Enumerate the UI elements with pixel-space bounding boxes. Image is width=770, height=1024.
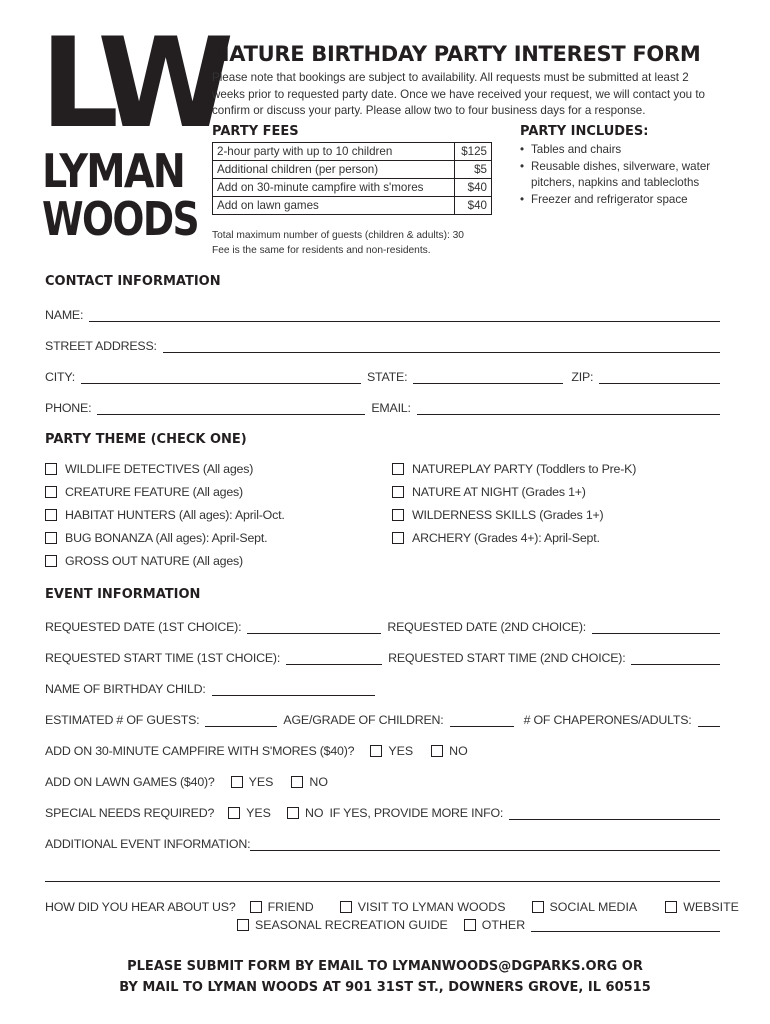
lawn-no-option[interactable]: [291, 775, 328, 789]
checkbox[interactable]: [45, 555, 57, 567]
fee-item: 2-hour party with up to 10 children: [213, 143, 455, 161]
table-row: [213, 143, 492, 161]
checkbox[interactable]: [370, 745, 382, 757]
campfire-label: ADD ON 30-MINUTE CAMPFIRE WITH S'MORES ($40)?: [45, 744, 355, 758]
hear-label: HOW DID YOU HEAR ABOUT US?: [45, 900, 236, 914]
city-state-zip-row: [45, 366, 720, 384]
form-title: NATURE BIRTHDAY PARTY INTEREST FORM: [212, 42, 701, 66]
party-includes-heading: PARTY INCLUDES:: [520, 124, 649, 139]
hear-visit-option[interactable]: [340, 900, 506, 914]
checkbox[interactable]: [287, 807, 299, 819]
lawn-row: [45, 771, 720, 789]
hear-social-option[interactable]: [532, 900, 638, 914]
zip-field[interactable]: [599, 370, 720, 384]
checkbox[interactable]: [340, 901, 352, 913]
time-row: [45, 647, 720, 665]
campfire-no-option[interactable]: [431, 744, 468, 758]
lawn-label: ADD ON LAWN GAMES ($40)?: [45, 775, 215, 789]
list-item: • Reusable dishes, silverware, water pitchers, napkins and tablecloths: [520, 159, 730, 192]
checkbox[interactable]: [231, 776, 243, 788]
time1-label: REQUESTED START TIME (1ST CHOICE):: [45, 651, 281, 665]
theme-option[interactable]: [392, 484, 636, 500]
theme-option-label: NATUREPLAY PARTY (Toddlers to Pre-K): [412, 462, 637, 476]
date2-label: REQUESTED DATE (2ND CHOICE):: [387, 620, 586, 634]
fees-note: [212, 228, 502, 258]
name-label: NAME:: [45, 308, 84, 322]
option-label: OTHER: [481, 918, 526, 932]
theme-option-label: CREATURE FEATURE (All ages): [65, 485, 243, 499]
street-row: [45, 335, 720, 353]
lawn-yes-option[interactable]: [231, 775, 274, 789]
hear-row: [45, 896, 739, 914]
special-more-label: IF YES, PROVIDE MORE INFO:: [329, 806, 504, 820]
submit-instructions: [0, 956, 770, 998]
special-label: SPECIAL NEEDS REQUIRED?: [45, 806, 215, 820]
guests-row: [45, 709, 720, 727]
no-label: NO: [309, 775, 329, 789]
email-label: EMAIL:: [371, 401, 411, 415]
street-label: STREET ADDRESS:: [45, 339, 157, 353]
fees-note-line: Total maximum number of guests (children & adults): 30: [212, 230, 464, 241]
option-label: SOCIAL MEDIA: [549, 900, 638, 914]
date1-field[interactable]: [247, 620, 381, 634]
state-label: STATE:: [366, 370, 408, 384]
table-row: [213, 161, 492, 179]
option-label: WEBSITE: [683, 900, 739, 914]
theme-option-label: HABITAT HUNTERS (All ages): April-Oct.: [65, 508, 285, 522]
list-item: • Tables and chairs: [520, 142, 730, 159]
theme-option[interactable]: [45, 484, 285, 500]
checkbox[interactable]: [665, 901, 677, 913]
date-row: [45, 616, 720, 634]
zip-label: ZIP:: [571, 370, 594, 384]
checkbox[interactable]: [392, 509, 404, 521]
time2-field[interactable]: [631, 651, 720, 665]
option-label: FRIEND: [267, 900, 314, 914]
chaperones-label: # OF CHAPERONES/ADULTS:: [523, 713, 692, 727]
phone-label: PHONE:: [45, 401, 92, 415]
theme-option-label: BUG BONANZA (All ages): April-Sept.: [65, 531, 268, 545]
street-field[interactable]: [163, 339, 720, 353]
additional-label: ADDITIONAL EVENT INFORMATION:: [45, 837, 251, 851]
phone-field[interactable]: [97, 401, 365, 415]
list-item: • Freezer and refrigerator space: [520, 192, 730, 209]
additional-row: [45, 833, 720, 851]
phone-email-row: [45, 397, 720, 415]
table-row: [213, 197, 492, 215]
special-more-field[interactable]: [509, 806, 720, 820]
checkbox[interactable]: [392, 463, 404, 475]
fee-price: $5: [455, 161, 492, 179]
checkbox[interactable]: [464, 919, 476, 931]
yes-label: YES: [388, 744, 414, 758]
state-field[interactable]: [413, 370, 563, 384]
event-heading: EVENT INFORMATION: [45, 587, 201, 602]
hear-website-option[interactable]: [665, 900, 739, 914]
special-needs-row: [45, 802, 720, 820]
checkbox[interactable]: [45, 532, 57, 544]
city-label: CITY:: [45, 370, 75, 384]
includes-list: [520, 142, 730, 208]
guests-label: ESTIMATED # OF GUESTS:: [45, 713, 200, 727]
no-label: NO: [449, 744, 468, 758]
submit-line: PLEASE SUBMIT FORM BY EMAIL TO LYMANWOODS@DGPARKS.ORG OR: [127, 959, 643, 974]
city-field[interactable]: [81, 370, 361, 384]
theme-option[interactable]: [45, 507, 285, 523]
child-name-field[interactable]: [212, 682, 375, 696]
checkbox[interactable]: [45, 509, 57, 521]
child-name-row: [45, 678, 375, 696]
theme-option[interactable]: [45, 530, 285, 546]
theme-option[interactable]: [45, 461, 285, 477]
yes-label: YES: [246, 806, 271, 820]
checkbox[interactable]: [392, 532, 404, 544]
fee-price: $40: [455, 197, 492, 215]
theme-option-label: GROSS OUT NATURE (All ages): [65, 554, 243, 568]
fee-price: $40: [455, 179, 492, 197]
checkbox[interactable]: [237, 919, 249, 931]
special-no-option[interactable]: [287, 806, 324, 820]
checkbox[interactable]: [392, 486, 404, 498]
age-grade-field[interactable]: [450, 713, 514, 727]
no-label: NO: [304, 806, 324, 820]
theme-left-column: [45, 461, 285, 569]
option-label: SEASONAL RECREATION GUIDE: [255, 918, 448, 932]
time1-field[interactable]: [286, 651, 382, 665]
intro-text: Please note that bookings are subject to availability. All requests must be submitted at least 2 weeks prior to requested party date. Once we have received your request, we will contact you to confirm or discuss your party. Please allow two to four business days for a response.: [212, 71, 705, 117]
additional-field[interactable]: [250, 837, 720, 851]
theme-option-label: WILDERNESS SKILLS (Grades 1+): [412, 508, 604, 522]
party-fees-heading: PARTY FEES: [212, 124, 299, 139]
fees-note-line: Fee is the same for residents and non-residents.: [212, 245, 431, 256]
campfire-yes-option[interactable]: [370, 744, 413, 758]
fee-item: Add on lawn games: [213, 197, 455, 215]
logo-lw-mark: LW: [40, 12, 223, 156]
checkbox[interactable]: [45, 463, 57, 475]
date1-label: REQUESTED DATE (1ST CHOICE):: [45, 620, 242, 634]
yes-label: YES: [248, 775, 274, 789]
hear-row-2: [237, 914, 720, 932]
age-grade-label: AGE/GRADE OF CHILDREN:: [283, 713, 444, 727]
option-label: VISIT TO LYMAN WOODS: [357, 900, 506, 914]
checkbox[interactable]: [45, 486, 57, 498]
contact-heading: CONTACT INFORMATION: [45, 274, 221, 289]
campfire-row: [45, 740, 720, 758]
name-field[interactable]: [89, 308, 720, 322]
theme-option-label: ARCHERY (Grades 4+): April-Sept.: [412, 531, 600, 545]
theme-option[interactable]: [45, 553, 285, 569]
theme-option[interactable]: [392, 461, 636, 477]
fee-price: $125: [455, 143, 492, 161]
chaperones-field[interactable]: [698, 713, 720, 727]
fees-table: [212, 142, 492, 215]
additional-row-2: [45, 864, 720, 882]
theme-option-label: NATURE AT NIGHT (Grades 1+): [412, 485, 586, 499]
checkbox[interactable]: [532, 901, 544, 913]
hear-friend-option[interactable]: [250, 900, 314, 914]
table-row: [213, 179, 492, 197]
hear-guide-option[interactable]: [237, 918, 448, 932]
checkbox[interactable]: [228, 807, 240, 819]
fee-item: Add on 30-minute campfire with s'mores: [213, 179, 455, 197]
special-yes-option[interactable]: [228, 806, 271, 820]
theme-right-column: [392, 461, 636, 546]
submit-line: BY MAIL TO LYMAN WOODS AT 901 31ST ST., DOWNERS GROVE, IL 60515: [119, 980, 651, 995]
hear-other-option[interactable]: [464, 918, 525, 932]
checkbox[interactable]: [250, 901, 262, 913]
theme-option[interactable]: [392, 507, 636, 523]
checkbox[interactable]: [431, 745, 443, 757]
theme-option[interactable]: [392, 530, 636, 546]
additional-field-continued[interactable]: [45, 868, 720, 882]
theme-heading: PARTY THEME (CHECK ONE): [45, 432, 247, 447]
checkbox[interactable]: [291, 776, 303, 788]
hear-other-field[interactable]: [531, 918, 720, 932]
fee-item: Additional children (per person): [213, 161, 455, 179]
email-field[interactable]: [417, 401, 720, 415]
guests-field[interactable]: [205, 713, 277, 727]
child-name-label: NAME OF BIRTHDAY CHILD:: [45, 682, 206, 696]
time2-label: REQUESTED START TIME (2ND CHOICE):: [388, 651, 626, 665]
logo-woods: WOODS: [42, 192, 199, 246]
name-row: [45, 304, 720, 322]
theme-option-label: WILDLIFE DETECTIVES (All ages): [65, 462, 254, 476]
logo-lyman: LYMAN: [42, 144, 185, 198]
date2-field[interactable]: [592, 620, 720, 634]
